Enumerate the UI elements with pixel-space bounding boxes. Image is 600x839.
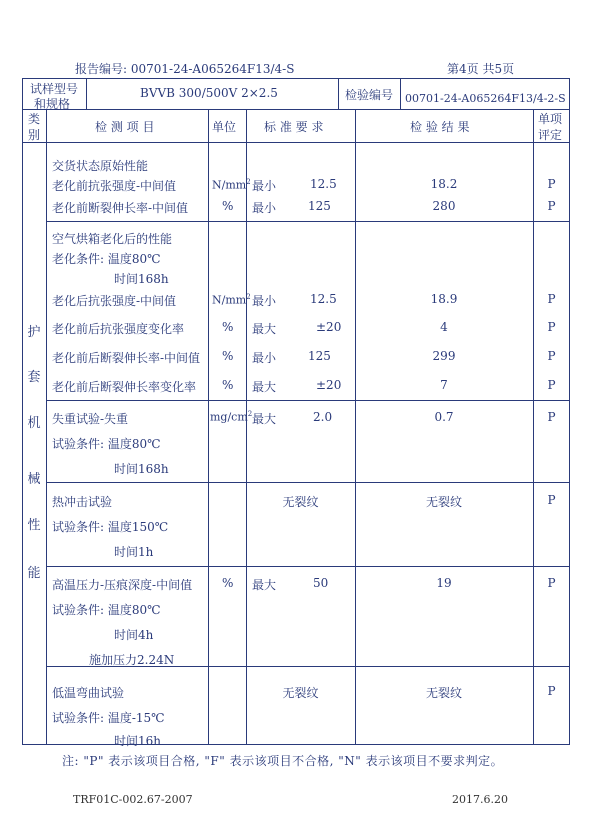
- standard-kind: 最小: [252, 294, 277, 308]
- col-standard: 标 准 要 求: [264, 120, 324, 134]
- standard-value: 2.0: [313, 410, 333, 424]
- condition-text: 时间1h: [114, 545, 154, 559]
- unit-cell: %: [222, 576, 234, 590]
- unit-cell: $mg/cm^2$: [210, 410, 253, 424]
- form-number: TRF01C-002.67-2007: [73, 793, 193, 806]
- grid-line: [338, 78, 339, 109]
- item-label: 高温压力-压痕深度-中间值: [52, 578, 193, 592]
- grid-line: [22, 142, 570, 143]
- standard-kind: 最大: [252, 322, 277, 336]
- sample-model-value: BVVB 300/500V 2×2.5: [140, 86, 278, 100]
- category-char: 套: [27, 370, 41, 385]
- standard-text: 无裂纹: [282, 686, 319, 700]
- standard-kind: 最小: [252, 179, 277, 193]
- item-label: 低温弯曲试验: [52, 686, 125, 700]
- result-value: 299: [432, 349, 456, 363]
- condition-text: 时间168h: [114, 462, 169, 476]
- grid-line: [208, 109, 209, 745]
- inspection-no-value: 00701-24-A065264F13/4-2-S: [405, 92, 566, 105]
- grid-line: [22, 109, 570, 110]
- item-label: 老化前后抗张强度变化率: [52, 322, 185, 336]
- standard-value: 125: [308, 349, 331, 363]
- category-char: 性: [27, 518, 41, 533]
- result-value: 18.9: [430, 292, 458, 306]
- standard-kind: 最大: [252, 578, 277, 592]
- standard-value: 12.5: [310, 177, 337, 191]
- result-value: 7: [440, 378, 448, 392]
- grid-line: [46, 566, 570, 567]
- condition-text: 试验条件: 温度-15℃: [52, 711, 165, 725]
- item-label: 老化前抗张强度-中间值: [52, 179, 177, 193]
- verdict-value: P: [547, 410, 556, 424]
- condition-text: 老化条件: 温度80℃: [52, 252, 161, 266]
- standard-value: ±20: [316, 320, 342, 334]
- inspection-no-label: 检验编号: [345, 88, 394, 102]
- grid-line: [46, 400, 570, 401]
- standard-value: 50: [313, 576, 329, 590]
- unit-cell: %: [222, 199, 234, 213]
- unit-cell: $N/mm^2$: [212, 293, 251, 307]
- result-value: 19: [436, 576, 452, 590]
- verdict-value: P: [547, 177, 556, 191]
- grid-line: [400, 78, 401, 109]
- standard-kind: 最大: [252, 412, 277, 426]
- condition-text: 时间16h: [114, 734, 161, 748]
- category-char: 能: [27, 566, 41, 581]
- item-label: 老化前断裂伸长率-中间值: [52, 201, 189, 215]
- grid-line: [46, 482, 570, 483]
- grid-line: [46, 221, 570, 222]
- result-value: 4: [440, 320, 448, 334]
- item-label: 热冲击试验: [52, 495, 113, 509]
- result-value: 280: [432, 199, 456, 213]
- category-char: 械: [27, 472, 41, 487]
- standard-kind: 最小: [252, 351, 277, 365]
- item-label: 老化后抗张强度-中间值: [52, 294, 177, 308]
- verdict-value: P: [547, 349, 556, 363]
- unit-cell: %: [222, 320, 234, 334]
- col-verdict: 单项: [538, 112, 563, 126]
- standard-value: 125: [308, 199, 331, 213]
- category-char: 机: [27, 416, 41, 431]
- unit-cell: %: [222, 349, 234, 363]
- verdict-value: P: [547, 493, 556, 507]
- legend-note: 注: "P" 表示该项目合格, "F" 表示该项目不合格, "N" 表示该项目不要求判定。: [62, 754, 504, 768]
- condition-text: 试验条件: 温度80℃: [52, 437, 161, 451]
- col-result: 检 验 结 果: [410, 120, 470, 134]
- grid-line: [246, 109, 247, 745]
- verdict-value: P: [547, 684, 556, 698]
- condition-text: 时间168h: [114, 272, 169, 286]
- grid-line: [46, 109, 47, 745]
- standard-kind: 最大: [252, 380, 277, 394]
- sample-model-label: 试样型号: [30, 82, 79, 96]
- standard-kind: 最小: [252, 201, 277, 215]
- result-value: 0.7: [434, 410, 454, 424]
- col-verdict: 评定: [538, 128, 563, 142]
- item-label: 老化前后断裂伸长率变化率: [52, 380, 197, 394]
- item-label: 失重试验-失重: [52, 412, 129, 426]
- standard-value: 12.5: [310, 292, 337, 306]
- condition-text: 施加压力2.24N: [89, 653, 175, 667]
- category-char: 护: [27, 325, 41, 340]
- section-title: 空气烘箱老化后的性能: [52, 232, 173, 246]
- condition-text: 试验条件: 温度80℃: [52, 603, 161, 617]
- condition-text: 时间4h: [114, 628, 154, 642]
- report-number: 报告编号: 00701-24-A065264F13/4-S: [75, 62, 295, 76]
- standard-value: ±20: [316, 378, 342, 392]
- verdict-value: P: [547, 378, 556, 392]
- section-title: 交货状态原始性能: [52, 159, 149, 173]
- verdict-value: P: [547, 320, 556, 334]
- sample-model-label: 和规格: [34, 97, 71, 111]
- unit-cell: %: [222, 378, 234, 392]
- grid-line: [86, 78, 87, 109]
- page-indicator: 第4页 共5页: [447, 62, 515, 76]
- col-category: 别: [28, 128, 41, 142]
- item-label: 老化前后断裂伸长率-中间值: [52, 351, 201, 365]
- result-value: 无裂纹: [425, 686, 462, 700]
- standard-text: 无裂纹: [282, 495, 319, 509]
- condition-text: 试验条件: 温度150℃: [52, 520, 169, 534]
- verdict-value: P: [547, 576, 556, 590]
- result-value: 无裂纹: [425, 495, 462, 509]
- verdict-value: P: [547, 199, 556, 213]
- col-item: 检 测 项 目: [95, 120, 155, 134]
- unit-cell: $N/mm^2$: [212, 178, 251, 192]
- verdict-value: P: [547, 292, 556, 306]
- col-category: 类: [28, 112, 41, 126]
- result-value: 18.2: [430, 177, 458, 191]
- col-unit: 单位: [212, 120, 237, 134]
- report-date: 2017.6.20: [452, 793, 508, 806]
